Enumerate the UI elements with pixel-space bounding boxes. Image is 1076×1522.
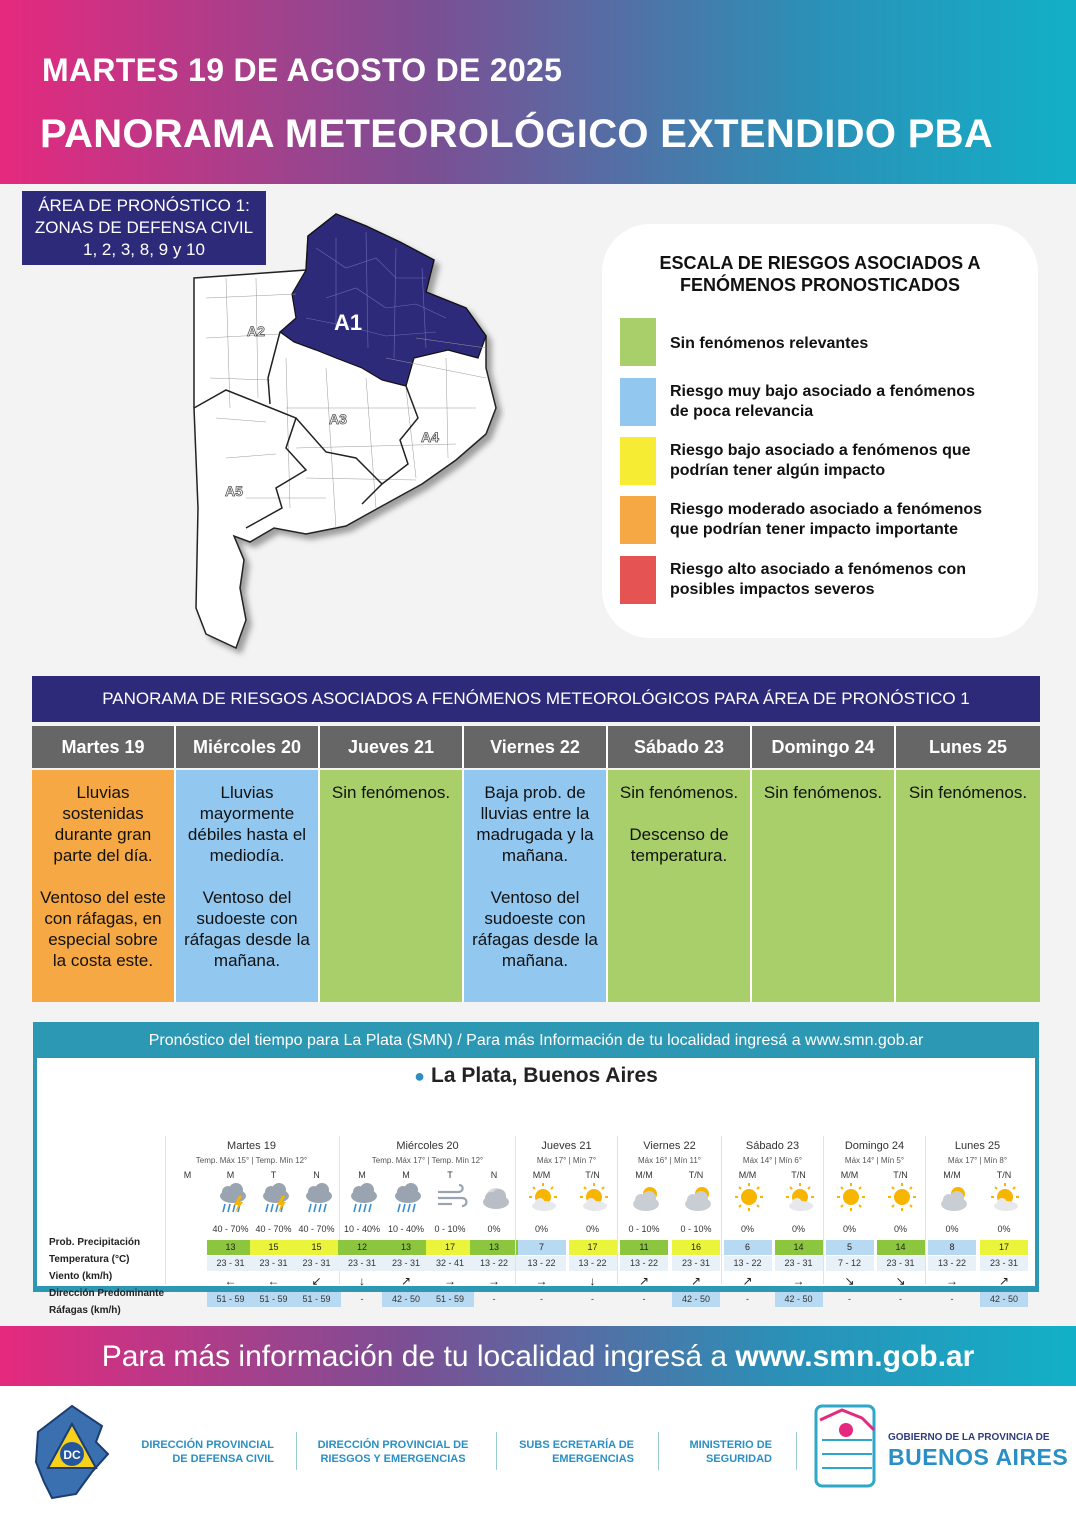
page-title: PANORAMA METEOROLÓGICO EXTENDIDO PBA <box>40 112 994 156</box>
wind-direction-arrow-icon: ↗ <box>742 1274 753 1288</box>
legend-swatch <box>620 437 656 485</box>
day-risk-text: Sin fenómenos. <box>763 783 883 802</box>
legend-label-line-2: podrían tener algún impacto <box>670 462 886 479</box>
smn-title: Pronóstico del tiempo para La Plata (SMN) / Para más Información de tu localidad ingresá a www.smn.gob.ar <box>148 1032 924 1049</box>
smn-day-group <box>823 1136 925 1304</box>
smn-day-temps: Máx 14° | Mín 5° <box>844 1156 905 1165</box>
legend-item <box>620 318 1020 366</box>
smn-period-column <box>426 1170 474 1304</box>
period-label: T/N <box>893 1170 908 1180</box>
precip-probability: 40 - 70% <box>298 1224 335 1234</box>
legend-item <box>620 496 1020 544</box>
gust-speed: - <box>360 1294 364 1304</box>
panorama-title: PANORAMA DE RIESGOS ASOCIADOS A FENÓMENOS METEOROLÓGICOS PARA ÁREA DE PRONÓSTICO 1 <box>32 676 1040 722</box>
smn-day-name: Jueves 21 <box>541 1140 592 1152</box>
wind-speed: 13 - 22 <box>724 1256 772 1271</box>
wind-direction-arrow-icon: ↘ <box>895 1274 906 1288</box>
period-label: M/M <box>943 1170 961 1180</box>
temperature-value: 13 <box>470 1240 518 1255</box>
org-riesgos-emergencias <box>310 1438 476 1466</box>
temperature-value: 15 <box>293 1240 341 1255</box>
wind-speed: 23 - 31 <box>382 1256 430 1271</box>
row-label-gusts: Ráfagas (km/h) <box>49 1305 121 1316</box>
temperature-value: 12 <box>338 1240 386 1255</box>
period-label: N <box>490 1170 498 1180</box>
legend-label <box>670 382 1020 422</box>
gust-speed: 42 - 50 <box>672 1292 720 1307</box>
legend-swatch <box>620 378 656 426</box>
day-risk-cell <box>608 770 752 1002</box>
smn-period-column <box>293 1170 341 1304</box>
map-label-a5: A5 <box>225 483 243 499</box>
smn-period-column <box>164 1170 212 1284</box>
map-label-a2: A2 <box>247 323 265 339</box>
smn-period-column <box>775 1170 823 1304</box>
period-label: M/M <box>840 1170 859 1180</box>
wind-speed: 13 - 22 <box>470 1256 518 1271</box>
location-title <box>37 1064 1035 1088</box>
location-name: La Plata, Buenos Aires <box>431 1064 658 1087</box>
smn-period-column <box>826 1170 874 1304</box>
day-headers <box>32 726 1040 768</box>
temperature-value: 11 <box>620 1240 668 1255</box>
wind-speed: 23 - 31 <box>207 1256 255 1271</box>
period-label: T <box>447 1170 453 1180</box>
wind-direction-arrow-icon: ← <box>267 1274 280 1288</box>
org2-line-1: DIRECCIÓN PROVINCIAL DE <box>317 1439 469 1451</box>
sun-cloud-weather-icon <box>577 1182 611 1214</box>
legend-item <box>620 437 1020 485</box>
footer-text: Para más información de tu localidad ingresá a <box>101 1340 736 1373</box>
legend-label-line-1: Riesgo alto asociado a fenómenos con <box>670 561 967 578</box>
gust-speed: 51 - 59 <box>207 1292 255 1307</box>
day-risk-text: Lluvias mayormente débiles hasta el mediodía. Ventoso del sudoeste con ráfagas desde la mañana. <box>184 783 310 970</box>
wind-speed: 13 - 22 <box>518 1256 566 1271</box>
wind-direction-arrow-icon: ↗ <box>638 1274 650 1288</box>
day-header: Viernes 22 <box>464 726 608 768</box>
smn-day-name: Lunes 25 <box>954 1140 1001 1152</box>
legend-label-line-2: de poca relevancia <box>670 403 814 420</box>
legend-label-line-1: Riesgo bajo asociado a fenómenos que <box>670 442 971 459</box>
wind-speed: 13 - 22 <box>928 1256 976 1271</box>
gust-speed: 51 - 59 <box>293 1292 341 1307</box>
temperature-value: 17 <box>569 1240 617 1255</box>
svg-text:DC: DC <box>63 1448 81 1462</box>
precip-probability: 0% <box>585 1224 599 1234</box>
smn-day-name: Viernes 22 <box>643 1140 696 1152</box>
wind-direction-arrow-icon: ↘ <box>844 1274 855 1288</box>
day-risk-cell <box>464 770 608 1002</box>
legend-title <box>602 252 1038 296</box>
area-line-2: ZONAS DE DEFENSA CIVIL <box>34 218 254 237</box>
legend-item <box>620 556 1020 604</box>
cloud-sun-weather-icon <box>628 1182 662 1214</box>
period-label: N <box>313 1170 320 1180</box>
legend-title-line-2: FENÓMENOS PRONOSTICADOS <box>679 275 961 295</box>
wind-direction-arrow-icon: → <box>946 1274 958 1288</box>
area-line-1: ÁREA DE PRONÓSTICO 1: <box>38 196 250 215</box>
temperature-value: 14 <box>877 1240 925 1255</box>
sun-cloud-weather-icon <box>988 1182 1022 1214</box>
logo-divider <box>496 1432 497 1470</box>
wind-direction-arrow-icon: ← <box>224 1274 237 1288</box>
smn-day-temps: Máx 16° | Mín 11° <box>637 1156 702 1165</box>
precip-probability: 0% <box>534 1224 548 1234</box>
day-risk-cell <box>32 770 176 1002</box>
gust-speed: - <box>746 1294 749 1304</box>
wind-speed: 23 - 31 <box>293 1256 341 1271</box>
gust-speed: 51 - 59 <box>426 1292 474 1307</box>
gust-speed: 42 - 50 <box>980 1292 1028 1307</box>
smn-day-name: Domingo 24 <box>844 1140 905 1152</box>
wind-direction-arrow-icon: → <box>444 1274 456 1288</box>
location-pin-icon: ● <box>414 1066 426 1086</box>
day-header: Martes 19 <box>32 726 176 768</box>
period-label: M <box>402 1170 410 1180</box>
org3-line-1: SUBS ECRETARÍA DE <box>519 1439 634 1451</box>
day-risk-text: Sin fenómenos. Descenso de temperatura. <box>619 783 739 865</box>
wind-direction-arrow-icon: ↓ <box>589 1274 596 1288</box>
smn-day-temps: Máx 14° | Mín 6° <box>742 1156 803 1165</box>
row-label-wind: Viento (km/h) <box>49 1271 113 1282</box>
province-map <box>186 208 506 660</box>
day-risk-text: Sin fenómenos. <box>331 783 451 802</box>
cloud-sun-weather-icon <box>936 1182 970 1214</box>
gust-speed: 42 - 50 <box>775 1292 823 1307</box>
precip-probability: 0% <box>791 1224 805 1234</box>
smn-period-column <box>980 1170 1028 1304</box>
org1-line-2: DE DEFENSA CIVIL <box>172 1453 274 1465</box>
wind-speed: 23 - 31 <box>338 1256 386 1271</box>
day-risk-text: Baja prob. de lluvias entre la madrugada y la mañana. Ventoso del sudoeste con ráfagas desde la mañana. <box>472 783 598 970</box>
gust-speed: 51 - 59 <box>250 1292 298 1307</box>
area-line-3: 1, 2, 3, 8, 9 y 10 <box>83 240 205 259</box>
period-label: T/N <box>688 1170 704 1180</box>
period-label: T/N <box>585 1170 600 1180</box>
org4-line-2: SEGURIDAD <box>705 1453 772 1465</box>
precip-probability: 0% <box>945 1224 959 1234</box>
smn-period-column <box>250 1170 298 1304</box>
day-risk-cell <box>896 770 1040 1002</box>
precip-probability: 0 - 10% <box>628 1224 660 1234</box>
temperature-value: 17 <box>426 1240 474 1255</box>
period-label: M <box>183 1170 192 1180</box>
org1-line-1: DIRECCIÓN PROVINCIAL <box>141 1439 274 1451</box>
rain-weather-icon <box>390 1182 424 1214</box>
storm-weather-icon <box>258 1182 292 1214</box>
sun-cloud-weather-icon <box>783 1182 817 1214</box>
smn-day-group <box>721 1136 823 1304</box>
smn-period-column <box>672 1170 720 1304</box>
smn-period-column <box>518 1170 566 1304</box>
day-header: Lunes 25 <box>896 726 1040 768</box>
period-label: M <box>226 1170 235 1180</box>
smn-day-group <box>925 1136 1029 1304</box>
temperature-value: 13 <box>382 1240 430 1255</box>
rain-weather-icon <box>301 1182 335 1214</box>
header-date: MARTES 19 DE AGOSTO DE 2025 <box>42 52 563 88</box>
gov-line-1: GOBIERNO DE LA PROVINCIA DE <box>888 1432 1050 1443</box>
legend-label-line-2: posibles impactos severos <box>670 581 875 598</box>
legend-label <box>670 560 1020 600</box>
gov-line-2: BUENOS AIRES <box>888 1444 1069 1470</box>
temperature-value: 8 <box>928 1240 976 1255</box>
map-label-a4: A4 <box>421 429 439 445</box>
org-subsecretaria <box>512 1438 634 1466</box>
wind-direction-arrow-icon: → <box>488 1274 500 1288</box>
gba-emblem-icon <box>812 1400 882 1496</box>
smn-day-temps: Temp. Máx 17° | Temp. Mín 12° <box>371 1156 484 1165</box>
smn-period-column <box>724 1170 772 1304</box>
wind-speed: 23 - 31 <box>672 1256 720 1271</box>
wind-speed: 7 - 12 <box>826 1256 874 1271</box>
smn-day-group <box>515 1136 617 1304</box>
precip-probability: 10 - 40% <box>343 1224 381 1234</box>
rain-weather-icon <box>346 1182 380 1214</box>
sun-weather-icon <box>732 1182 766 1214</box>
period-label: M/M <box>635 1170 653 1180</box>
temperature-value: 15 <box>250 1240 298 1255</box>
gust-speed: - <box>540 1294 543 1304</box>
logo-divider <box>658 1432 659 1470</box>
smn-period-column <box>382 1170 430 1304</box>
smn-day-group <box>339 1136 515 1304</box>
day-header: Sábado 23 <box>608 726 752 768</box>
precip-probability: 0% <box>487 1224 501 1234</box>
wind-speed: 23 - 31 <box>775 1256 823 1271</box>
temperature-value: 17 <box>980 1240 1028 1255</box>
precip-probability: 0% <box>842 1224 856 1234</box>
gust-speed: - <box>492 1294 496 1304</box>
precip-probability: 40 - 70% <box>212 1224 249 1234</box>
temperature-value: 16 <box>672 1240 720 1255</box>
day-risk-cell <box>176 770 320 1002</box>
header-banner <box>0 0 1076 184</box>
gust-speed: - <box>848 1294 851 1304</box>
legend-label <box>670 334 1020 354</box>
legend-swatch <box>620 556 656 604</box>
temperature-value: 5 <box>826 1240 874 1255</box>
risk-scale-legend <box>602 224 1038 638</box>
smn-day-group <box>617 1136 721 1304</box>
period-label: T <box>270 1170 277 1180</box>
day-header: Domingo 24 <box>752 726 896 768</box>
legend-label <box>670 500 1020 540</box>
org-ministerio <box>672 1438 772 1466</box>
row-label-temp: Temperatura (°C) <box>49 1254 130 1265</box>
period-label: M/M <box>532 1170 551 1180</box>
wind-direction-arrow-icon: ↗ <box>690 1274 702 1288</box>
legend-label <box>670 441 1020 481</box>
precip-probability: 0% <box>997 1224 1011 1234</box>
gust-speed: 42 - 50 <box>382 1292 430 1307</box>
wind-direction-arrow-icon: ↗ <box>400 1274 412 1288</box>
day-risk-text: Sin fenómenos. <box>908 783 1028 802</box>
wind-direction-arrow-icon: → <box>792 1274 805 1288</box>
wind-speed: 13 - 22 <box>620 1256 668 1271</box>
footer-band <box>0 1326 1076 1386</box>
smn-day-group <box>165 1136 337 1304</box>
precip-probability: 0 - 10% <box>434 1224 466 1234</box>
gust-speed: - <box>642 1294 646 1304</box>
legend-swatch <box>620 318 656 366</box>
defensa-civil-logo-icon <box>32 1402 112 1502</box>
cloud-night-weather-icon <box>478 1182 512 1214</box>
smn-forecast-grid <box>37 1058 1035 1316</box>
temperature-value: 14 <box>775 1240 823 1255</box>
map-label-a3: A3 <box>329 411 347 427</box>
smn-day-name: Martes 19 <box>227 1140 276 1152</box>
wind-direction-arrow-icon: ↙ <box>311 1274 322 1288</box>
wind-direction-arrow-icon: ↓ <box>359 1274 365 1288</box>
smn-day-temps: Máx 17° | Mín 8° <box>947 1156 1008 1165</box>
org3-line-2: EMERGENCIAS <box>552 1453 634 1465</box>
legend-label-line-2: que podrían tener impacto importante <box>670 521 959 538</box>
risk-panorama-table <box>32 676 1040 1002</box>
smn-day-name: Sábado 23 <box>745 1140 800 1152</box>
org2-line-2: RIESGOS Y EMERGENCIAS <box>320 1453 466 1465</box>
period-label: M <box>358 1170 366 1180</box>
smn-period-column <box>620 1170 668 1304</box>
precip-probability: 0% <box>740 1224 754 1234</box>
wind-speed: 32 - 41 <box>426 1256 474 1271</box>
smn-period-column <box>569 1170 617 1304</box>
map-label-a1: A1 <box>333 310 363 335</box>
wind-weather-icon <box>434 1182 468 1214</box>
legend-title-line-1: ESCALA DE RIESGOS ASOCIADOS A <box>659 253 981 273</box>
legend-label-line-1: Riesgo moderado asociado a fenómenos <box>670 501 983 518</box>
wind-speed: 23 - 31 <box>877 1256 925 1271</box>
smn-period-column <box>928 1170 976 1304</box>
smn-period-column <box>877 1170 925 1304</box>
day-risk-cell <box>320 770 464 1002</box>
wind-speed: 23 - 31 <box>980 1256 1028 1271</box>
precip-probability: 10 - 40% <box>387 1224 425 1234</box>
legend-item <box>620 378 1020 426</box>
storm-weather-icon <box>215 1182 249 1214</box>
temperature-value: 7 <box>518 1240 566 1255</box>
cloud-sun-weather-icon <box>680 1182 714 1214</box>
day-header: Jueves 21 <box>320 726 464 768</box>
day-header: Miércoles 20 <box>176 726 320 768</box>
smn-period-column <box>207 1170 255 1304</box>
period-label: M/M <box>738 1170 757 1180</box>
row-label-precip: Prob. Precipitación <box>49 1237 141 1248</box>
sun-weather-icon <box>885 1182 919 1214</box>
row-label-direction: Dirección Predominante <box>49 1288 165 1299</box>
gust-speed: - <box>591 1294 594 1304</box>
period-label: T/N <box>791 1170 806 1180</box>
org-defensa-civil <box>130 1438 274 1466</box>
temperature-value: 6 <box>724 1240 772 1255</box>
sun-cloud-weather-icon <box>526 1182 560 1214</box>
smn-period-column <box>470 1170 518 1304</box>
precip-probability: 0 - 10% <box>680 1224 712 1234</box>
logo-divider <box>796 1432 797 1470</box>
smn-day-temps: Temp. Máx 15° | Temp. Mín 12° <box>195 1156 308 1165</box>
gust-speed: - <box>950 1294 954 1304</box>
wind-speed: 13 - 22 <box>569 1256 617 1271</box>
logo-divider <box>296 1432 297 1470</box>
legend-swatch <box>620 496 656 544</box>
period-label: T/N <box>996 1170 1012 1180</box>
smn-row-labels <box>49 1234 179 1319</box>
day-cells <box>32 770 1040 1002</box>
smn-period-column <box>338 1170 386 1304</box>
precip-probability: 40 - 70% <box>255 1224 292 1234</box>
wind-direction-arrow-icon: ↗ <box>998 1274 1010 1288</box>
wind-direction-arrow-icon: → <box>535 1274 548 1288</box>
smn-forecast-panel <box>33 1022 1039 1316</box>
day-risk-text: Lluvias sostenidas durante gran parte del día. Ventoso del este con ráfagas, en especial sobre la costa este. <box>40 783 166 970</box>
day-risk-cell <box>752 770 896 1002</box>
sun-weather-icon <box>834 1182 868 1214</box>
temperature-value: 13 <box>207 1240 255 1255</box>
legend-label-line-1: Sin fenómenos relevantes <box>670 335 869 352</box>
org4-line-1: MINISTERIO DE <box>689 1439 772 1451</box>
smn-day-temps: Máx 17° | Mín 7° <box>536 1156 597 1165</box>
precip-probability: 0% <box>893 1224 907 1234</box>
gust-speed: - <box>899 1294 902 1304</box>
logos-strip <box>0 1386 1076 1522</box>
wind-speed: 23 - 31 <box>250 1256 298 1271</box>
footer-url[interactable]: www.smn.gob.ar <box>735 1340 975 1373</box>
legend-label-line-1: Riesgo muy bajo asociado a fenómenos <box>670 383 975 400</box>
smn-day-name: Miércoles 20 <box>396 1140 459 1152</box>
